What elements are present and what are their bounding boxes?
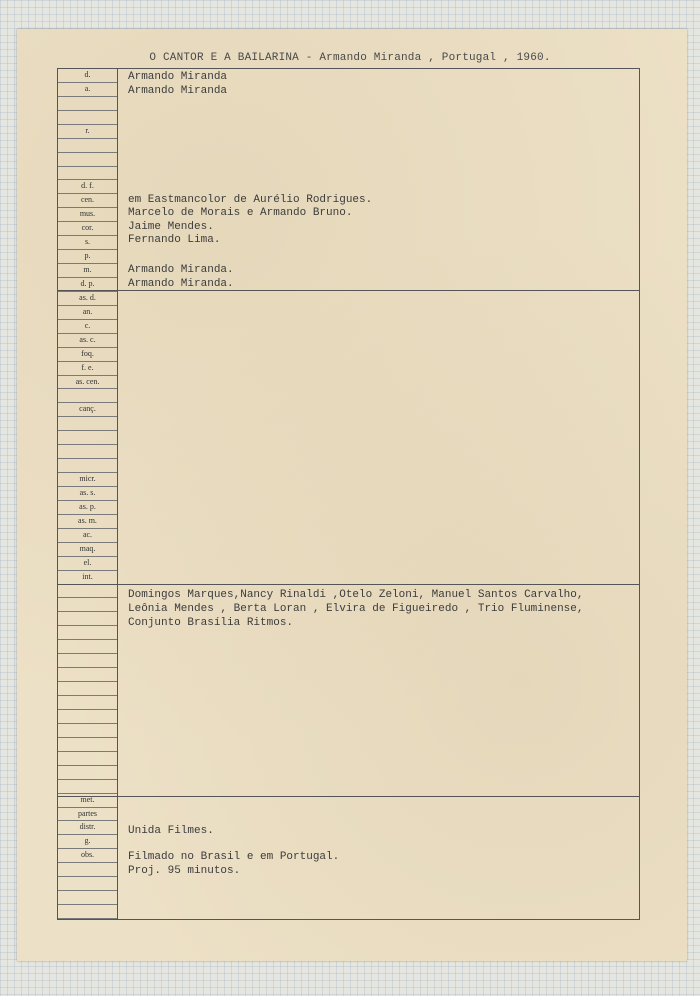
field-label: canç. xyxy=(58,403,117,417)
entry-editing: Armando Miranda. xyxy=(128,278,234,290)
field-label: micr. xyxy=(58,473,117,487)
field-label: f. e. xyxy=(58,362,117,376)
field-label xyxy=(58,585,117,599)
field-label xyxy=(58,640,117,654)
card-title: O CANTOR E A BAILARINA - Armando Miranda , Portugal , 1960. xyxy=(149,52,551,64)
field-label xyxy=(58,445,117,459)
field-label: a. xyxy=(58,83,117,97)
entry-photography: em Eastmancolor de Aurélio Rodrigues. xyxy=(128,194,373,206)
field-label: mus. xyxy=(58,208,117,222)
field-label: d. p. xyxy=(58,278,117,292)
field-label: distr. xyxy=(58,821,117,835)
field-label xyxy=(58,654,117,668)
field-label: g. xyxy=(58,835,117,849)
field-label: cor. xyxy=(58,222,117,236)
field-label xyxy=(58,389,117,403)
field-label xyxy=(58,431,117,445)
field-label: as. m. xyxy=(58,515,117,529)
field-label: r. xyxy=(58,125,117,139)
field-label xyxy=(58,612,117,626)
section-divider xyxy=(58,584,639,585)
field-label: d. f. xyxy=(58,180,117,194)
field-label: foq. xyxy=(58,348,117,362)
label-column xyxy=(58,69,118,919)
field-label xyxy=(58,696,117,710)
field-label xyxy=(58,417,117,431)
field-label: as. d. xyxy=(58,292,117,306)
entry-choreography: Fernando Lima. xyxy=(128,234,221,246)
field-label: obs. xyxy=(58,849,117,863)
field-label xyxy=(58,668,117,682)
entry-obs-line-2: Proj. 95 minutos. xyxy=(128,865,241,877)
field-label xyxy=(58,111,117,125)
entry-distributor: Unida Filmes. xyxy=(128,825,214,837)
field-label xyxy=(58,724,117,738)
field-label: maq. xyxy=(58,543,117,557)
field-label: p. xyxy=(58,250,117,264)
entry-cast-line-2: Leônia Mendes , Berta Loran , Elvira de Figueiredo , Trio Fluminense, xyxy=(128,603,584,615)
field-label: d. xyxy=(58,69,117,83)
field-label xyxy=(58,905,117,919)
field-label xyxy=(58,780,117,794)
entry-music: Jaime Mendes. xyxy=(128,221,214,233)
field-label: ac. xyxy=(58,529,117,543)
field-label: el. xyxy=(58,557,117,571)
field-label xyxy=(58,626,117,640)
field-label xyxy=(58,891,117,905)
field-label xyxy=(58,752,117,766)
field-label xyxy=(58,459,117,473)
field-label: s. xyxy=(58,236,117,250)
field-label: as. cen. xyxy=(58,376,117,390)
field-label xyxy=(58,766,117,780)
field-label xyxy=(58,877,117,891)
field-label: m. xyxy=(58,264,117,278)
field-label: as. c. xyxy=(58,334,117,348)
field-label: as. s. xyxy=(58,487,117,501)
field-label xyxy=(58,710,117,724)
field-label xyxy=(58,863,117,877)
field-label xyxy=(58,167,117,181)
entry-director: Armando Miranda xyxy=(128,71,228,83)
entry-scenery: Marcelo de Morais e Armando Bruno. xyxy=(128,207,353,219)
field-label xyxy=(58,738,117,752)
field-label: int. xyxy=(58,571,117,585)
field-label: c. xyxy=(58,320,117,334)
entry-obs-line-1: Filmado no Brasil e em Portugal. xyxy=(128,851,340,863)
field-label xyxy=(58,599,117,613)
entry-producer: Armando Miranda. xyxy=(128,264,234,276)
entry-cast-line-1: Domingos Marques,Nancy Rinaldi ,Otelo Zeloni, Manuel Santos Carvalho, xyxy=(128,589,584,601)
field-label: an. xyxy=(58,306,117,320)
section-divider xyxy=(58,796,639,797)
field-label xyxy=(58,153,117,167)
field-label xyxy=(58,97,117,111)
field-label: partes xyxy=(58,808,117,822)
field-label: as. p. xyxy=(58,501,117,515)
entry-cast-line-3: Conjunto Brasília Ritmos. xyxy=(128,617,294,629)
field-label xyxy=(58,139,117,153)
entry-author: Armando Miranda xyxy=(128,85,228,97)
field-label xyxy=(58,682,117,696)
field-label: met. xyxy=(58,794,117,808)
field-label: cen. xyxy=(58,194,117,208)
